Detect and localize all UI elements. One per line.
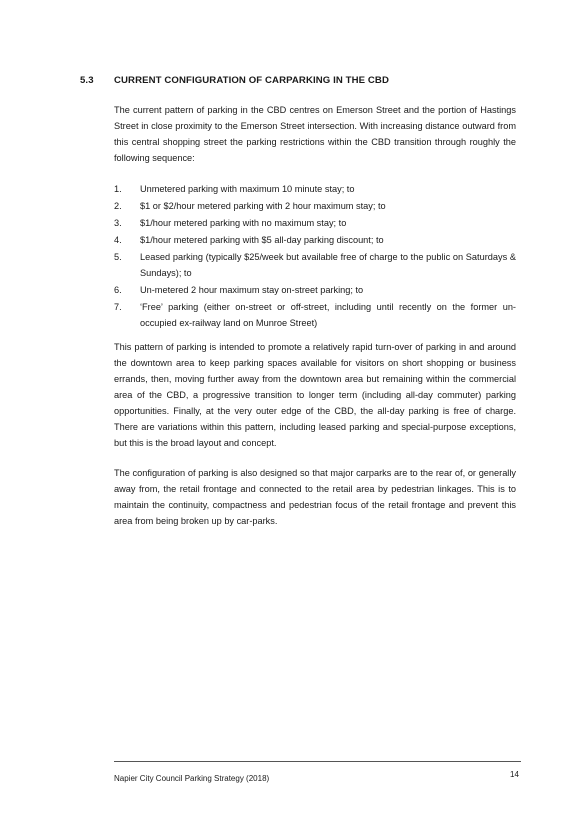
footer-document-title: Napier City Council Parking Strategy (2018)	[114, 774, 270, 783]
list-item-number: 7.	[114, 302, 122, 312]
list-item-number: 5.	[114, 252, 122, 262]
footer-divider	[114, 761, 521, 762]
page-number: 14	[510, 770, 519, 779]
list-item-text: $1 or $2/hour metered parking with 2 hour maximum stay; to	[140, 201, 386, 211]
list-item	[114, 232, 516, 248]
list-item-text: Leased parking (typically $25/week but available free of charge to the public on Saturdays & Sundays); to	[140, 252, 516, 278]
list-item	[114, 198, 516, 214]
list-item-text: $1/hour metered parking with $5 all-day parking discount; to	[140, 235, 384, 245]
list-item-number: 2.	[114, 201, 122, 211]
section-heading	[80, 75, 389, 86]
list-item-text: $1/hour metered parking with no maximum stay; to	[140, 218, 347, 228]
list-item	[114, 282, 516, 298]
list-item-text: ‘Free’ parking (either on-street or off-street, including until recently on the former un-occupied ex-railway land on Munroe Street)	[140, 302, 516, 328]
list-item	[114, 249, 516, 281]
list-item	[114, 299, 516, 331]
section-number: 5.3	[80, 75, 94, 86]
list-item	[114, 215, 516, 231]
list-item-number: 3.	[114, 218, 122, 228]
list-item	[114, 181, 516, 197]
list-item-number: 6.	[114, 285, 122, 295]
parking-sequence-list	[114, 181, 516, 332]
list-item-number: 1.	[114, 184, 122, 194]
list-item-number: 4.	[114, 235, 122, 245]
section-title: CURRENT CONFIGURATION OF CARPARKING IN THE CBD	[114, 75, 389, 86]
configuration-paragraph: The configuration of parking is also designed so that major carparks are to the rear of, or generally away from, the retail frontage and connected to the retail area by pedestrian linkages. This is to maintain the continuity, compactness and pedestrian focus of the retail frontage and prevent this area from being broken up by car-parks.	[114, 468, 516, 526]
list-item-text: Un-metered 2 hour maximum stay on-street parking; to	[140, 285, 364, 295]
intro-paragraph: The current pattern of parking in the CBD centres on Emerson Street and the portion of Hastings Street in close proximity to the Emerson Street intersection. With increasing distance outward from this central shopping street the parking restrictions within the CBD transition through roughly the following sequence:	[114, 105, 516, 163]
pattern-paragraph: This pattern of parking is intended to promote a relatively rapid turn-over of parking in and around the downtown area to keep parking spaces available for visitors on short shopping or business errands, then, moving further away from the downtown area but remaining within the commercial area of the CBD, a progressive transition to longer term (including all-day commuter) parking opportunities. Finally, at the very outer edge of the CBD, the all-day parking is free of charge. There are variations within this pattern, including leased parking and special-purpose exceptions, but this is the broad layout and concept.	[114, 342, 516, 448]
list-item-text: Unmetered parking with maximum 10 minute stay; to	[140, 184, 355, 194]
